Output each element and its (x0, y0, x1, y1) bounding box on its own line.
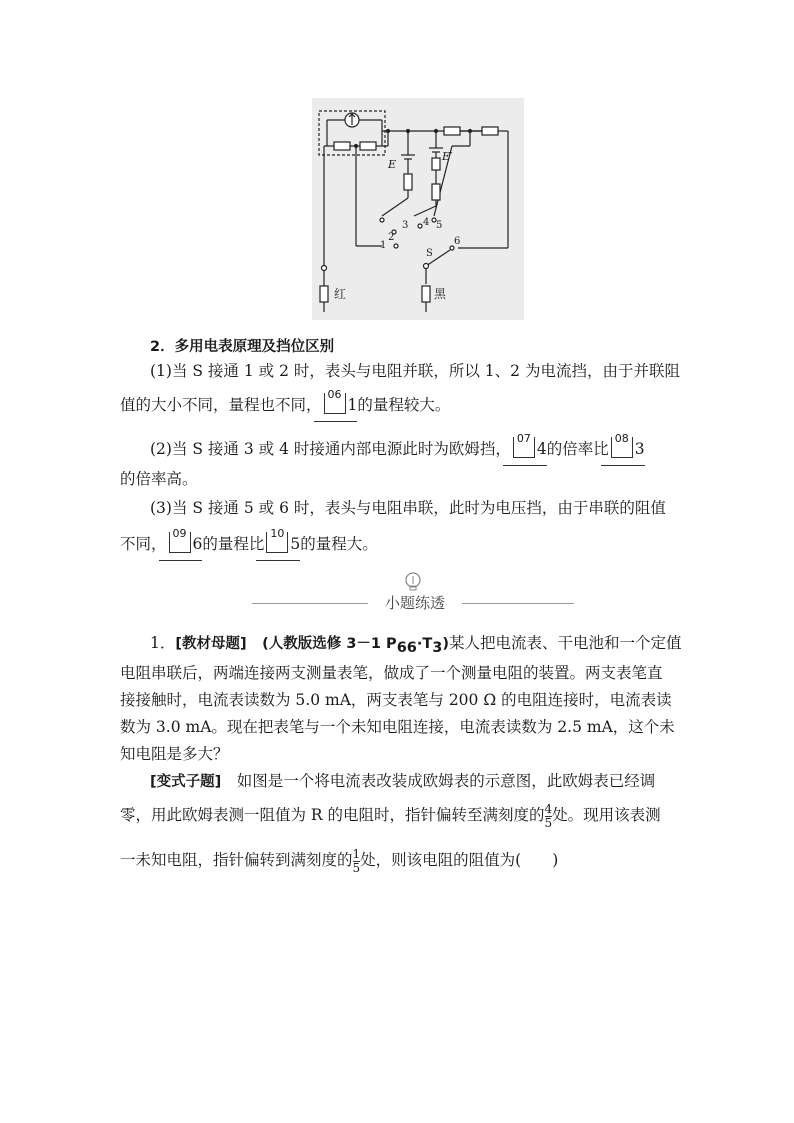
problem-1-line-4: 数为 3.0 mA。现在把表笔与一个未知电阻连接，电流表读数为 2.5 mA，这个未 (120, 718, 675, 736)
problem-1-line-1: 1．[教材母题] (人教版选修 3－1 $P_{66}\cdot T_3$)某人把电流表、干电池和一个定值 (150, 634, 682, 657)
probe-red-label: 红 (334, 287, 347, 301)
answer-06: 1 (347, 396, 358, 414)
answer-09: 6 (192, 535, 203, 553)
answer-box-09: 09 (169, 532, 191, 553)
answer-box-06: 06 (324, 393, 346, 414)
paragraph-3-line-2: 不同， 09 6的量程比 10 5的量程大。 (120, 527, 378, 553)
paragraph-1-line-2: 值的大小不同，量程也不同， 06 1的量程较大。 (120, 388, 451, 414)
answer-box-10: 10 (266, 532, 288, 553)
answer-08: 3 (634, 440, 645, 458)
lightbulb-icon (402, 571, 424, 593)
switch-s-label: S (426, 248, 433, 259)
variant-line-2: 零，用此欧姆表测一阻值为 R 的电阻时，指针偏转至满刻度的 $\frac{4}{5}$ 处。现用该表测 (120, 801, 661, 830)
label-e-prime: E′ (442, 150, 453, 163)
terminal-6-label: 6 (454, 236, 461, 247)
banner-line-left (252, 603, 368, 604)
banner-title: 小题练透 (384, 594, 445, 612)
paragraph-3-line-1: (3)当 S 接通 5 或 6 时，表头与电阻串联，此时为电压挡，由于串联的阻值 (150, 499, 666, 517)
banner-line-right (462, 603, 574, 604)
problem-1-line-5: 知电阻是多大？ (120, 745, 229, 763)
answer-box-08: 08 (611, 437, 633, 458)
multimeter-circuit-diagram (312, 98, 524, 320)
answer-07: 4 (536, 440, 547, 458)
problem-1-line-3: 接接触时，电流表读数为 5.0 mA，两支表笔与 200 Ω 的电阻连接时，电流表读 (120, 691, 672, 709)
section-heading: 2．多用电表原理及挡位区别 (150, 339, 335, 355)
terminal-3-label: 3 (402, 220, 409, 231)
answer-box-07: 07 (513, 437, 535, 458)
paragraph-1-line-1: (1)当 S 接通 1 或 2 时，表头与电阻并联，所以 1、2 为电流挡，由于并联阻 (150, 362, 680, 380)
label-e: E (388, 158, 397, 171)
fraction-1-5: $\frac{1}{5}$ (352, 846, 361, 875)
variant-line-3: 一未知电阻，指针偏转到满刻度的 $\frac{1}{5}$ 处，则该电阻的阻值为( ) (120, 846, 559, 875)
terminal-2-label: 2 (388, 232, 395, 243)
problem-1-line-2: 电阻串联后，两端连接两支测量表笔，做成了一个测量电阻的装置。两支表笔直 (120, 664, 663, 682)
fraction-4-5: $\frac{4}{5}$ (544, 801, 553, 830)
paragraph-2-line-2: 的倍率高。 (120, 470, 198, 488)
terminal-5-label: 5 (436, 220, 443, 231)
answer-10: 5 (290, 535, 301, 553)
paragraph-2-line-1: (2)当 S 接通 3 或 4 时接通内部电源此时为欧姆挡， 07 4的倍率比 08 3 (150, 432, 645, 458)
terminal-1-label: 1 (380, 240, 387, 251)
probe-black-label: 黑 (434, 287, 447, 301)
variant-line-1: [变式子题] 如图是一个将电流表改装成欧姆表的示意图，此欧姆表已经调 (150, 772, 656, 790)
terminal-4-label: 4 (423, 217, 430, 228)
